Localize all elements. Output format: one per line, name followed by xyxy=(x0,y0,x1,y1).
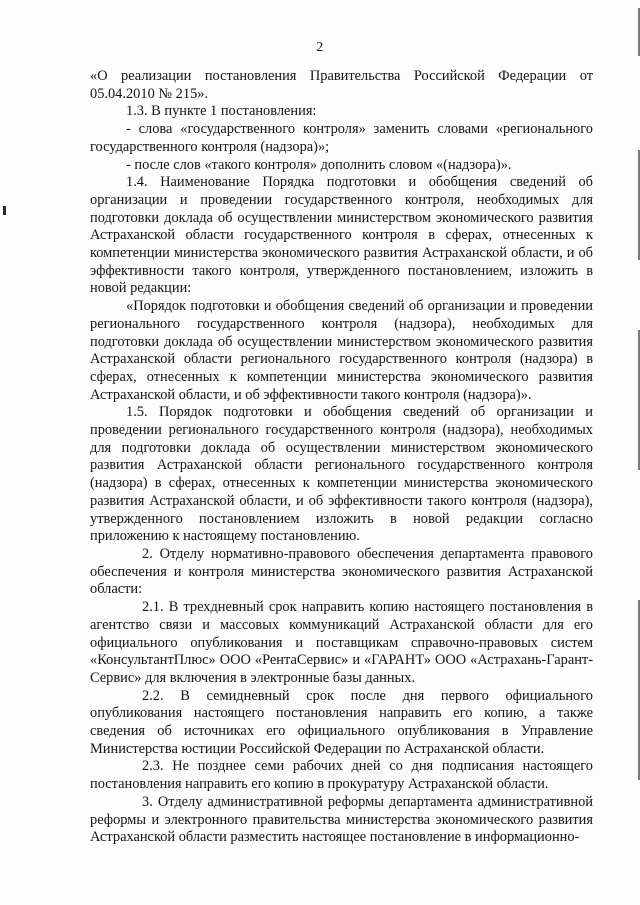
paragraph-2-2: 2.2. В семидневный срок после дня первого официального опубликования настоящего постановления направить его копию, а также сведения об источниках его официального опубликования в Управление Министерства юстиции Российской Федерации по Астраханской области. xyxy=(90,687,593,757)
paragraph-3: 3. Отделу административной реформы департамента административной реформы и электронного правительства министерства экономического развития Астраханской области разместить настоящее постановление в информационно- xyxy=(90,793,593,846)
paragraph-1-4: 1.4. Наименование Порядка подготовки и обобщения сведений об организации и проведении государственного контроля, необходимых для подготовки доклада об осуществлении министерством экономического развития Астраханской области государственного контроля в сферах, отнесенных к компетенции министерства экономического развития Астраханской области, и об эффективности такого контроля, утвержденного постановлением, изложить в новой редакции: xyxy=(90,174,593,297)
paragraph-1-4-new-title: «Порядок подготовки и обобщения сведений об организации и проведении регионального государственного контроля (надзора), необходимых для подготовки доклада об осуществлении министерством экономического развития Астраханской области регионального государственного контроля (надзора) в сферах, отнесенных к компетенции министерства экономического развития Астраханской области, и об эффективности такого контроля (надзора)». xyxy=(90,298,593,403)
paragraph-1-3-item-1: - слова «государственного контроля» заменить словами «регионального государственного контроля (надзора)»; xyxy=(90,121,593,155)
page-number: 2 xyxy=(316,40,324,55)
paragraph-1-5: 1.5. Порядок подготовки и обобщения сведений об организации и проведении регионального государственного контроля (надзора), необходимых для подготовки доклада об осуществлении министерством экономического развития Астраханской области регионального государственного контроля (надзора) в сферах, отнесенных к компетенции министерства экономического развития Астраханской области, и об эффективности такого контроля (надзора), утвержденного постановлением изложить в новой редакции согласно приложению к настоящему постановлению. xyxy=(90,404,593,545)
paragraph-2-1: 2.1. В трехдневный срок направить копию настоящего постановления в агентство связи и массовых коммуникаций Астраханской области для его официального опубликования и поставщикам справочно-правовых систем «КонсультантПлюс» ООО «РентаСервис» и «ГАРАНТ» ООО «Астрахань-Гарант-Сервис» для включения в электронные базы данных. xyxy=(90,599,593,686)
resolution-title-continuation: «О реализации постановления Правительства Российской Федерации от 05.04.2010 № 215». xyxy=(90,68,593,102)
document-body xyxy=(90,68,593,847)
paragraph-2: 2. Отделу нормативно-правового обеспечения департамента правового обеспечения и контроля министерства экономического развития Астраханской области: xyxy=(90,545,593,598)
paragraph-2-3: 2.3. Не позднее семи рабочих дней со дня подписания настоящего постановления направить его копию в прокуратуру Астраханской области. xyxy=(90,758,593,793)
scan-margin-mark xyxy=(3,206,6,215)
paragraph-1-3-item-2: - после слов «такого контроля» дополнить словом «(надзора)». xyxy=(126,156,512,173)
paragraph-1-3: 1.3. В пункте 1 постановления: xyxy=(126,103,317,120)
